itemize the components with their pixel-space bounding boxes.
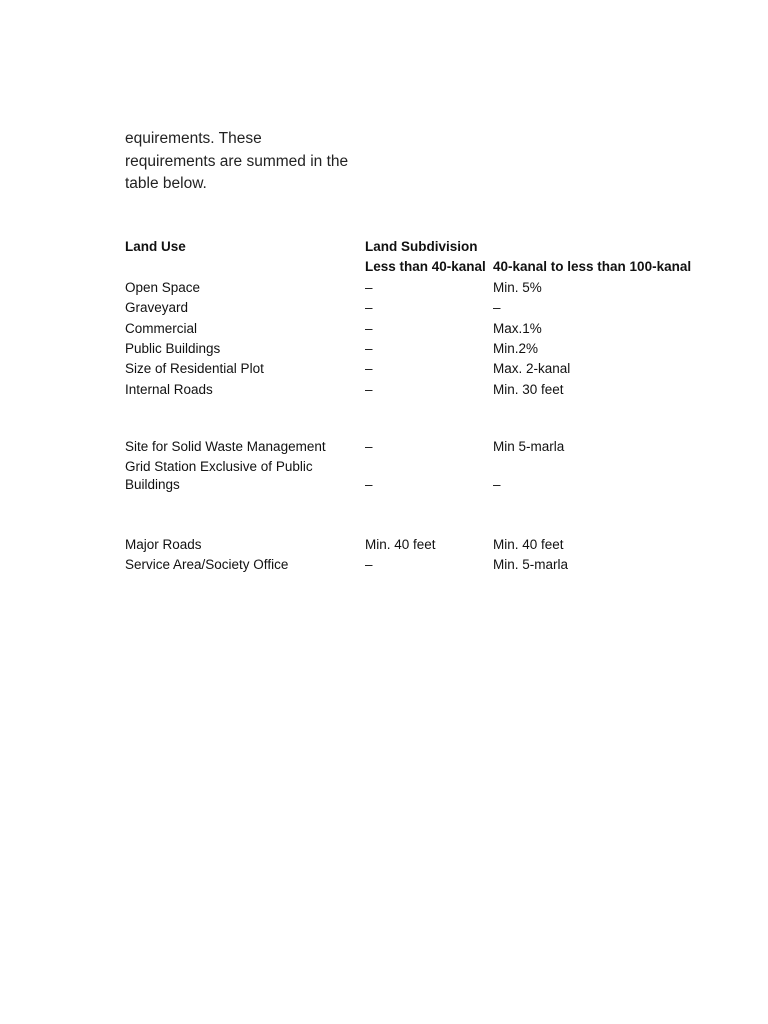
intro-line-1: equirements. These	[125, 130, 262, 147]
table-row-use: Public Buildings	[125, 341, 221, 356]
table-row-less40: –	[365, 280, 373, 295]
table-row-range40-100: Min. 5-marla	[493, 557, 569, 572]
table-row-range40-100: Min. 40 feet	[493, 537, 564, 552]
table-row-less40: –	[365, 361, 373, 376]
table-row-less40: –	[365, 477, 373, 492]
table-row-range40-100: Max. 2-kanal	[493, 361, 571, 376]
table-row-range40-100: Min.2%	[493, 341, 539, 356]
table-row-use: Service Area/Society Office	[125, 557, 289, 572]
table-row-range40-100: –	[493, 300, 501, 315]
table-row-use: Commercial	[125, 321, 198, 336]
table-row-less40: –	[365, 557, 373, 572]
table-row-use: Graveyard	[125, 300, 189, 315]
table-row-range40-100: –	[493, 477, 501, 492]
intro-line-2: requirements are summed in the	[125, 152, 349, 170]
table-row-use: Size of Residential Plot	[125, 361, 264, 376]
table-row-range40-100: Max.1%	[493, 321, 542, 336]
table-row-less40: –	[365, 382, 373, 397]
table-row-less40: –	[365, 341, 373, 356]
table-row-less40: –	[365, 300, 373, 315]
table-row-range40-100: Min. 30 feet	[493, 382, 564, 397]
header-land-use: Land Use	[125, 239, 186, 254]
table-row-use-line-2: Buildings	[125, 477, 180, 492]
table-row-range40-100: Min. 5%	[493, 280, 542, 295]
table-row-range40-100: Min 5-marla	[493, 439, 565, 454]
table-row-use-line-1: Grid Station Exclusive of Public	[125, 459, 313, 474]
header-40-to-100-kanal: 40-kanal to less than 100-kanal	[493, 259, 692, 274]
table-row-less40: –	[365, 321, 373, 336]
table-row-less40: –	[365, 439, 373, 454]
table-row-use: Site for Solid Waste Management	[125, 439, 326, 454]
table-row-use: Internal Roads	[125, 382, 213, 397]
header-less-than-40-kanal: Less than 40-kanal	[365, 259, 486, 274]
header-land-subdivision: Land Subdivision	[365, 239, 478, 254]
intro-paragraph	[125, 128, 370, 196]
table-row-use: Major Roads	[125, 537, 202, 552]
intro-line-3: table below.	[125, 175, 207, 192]
table-row-use: Open Space	[125, 280, 201, 295]
table-row-less40: Min. 40 feet	[365, 537, 436, 552]
